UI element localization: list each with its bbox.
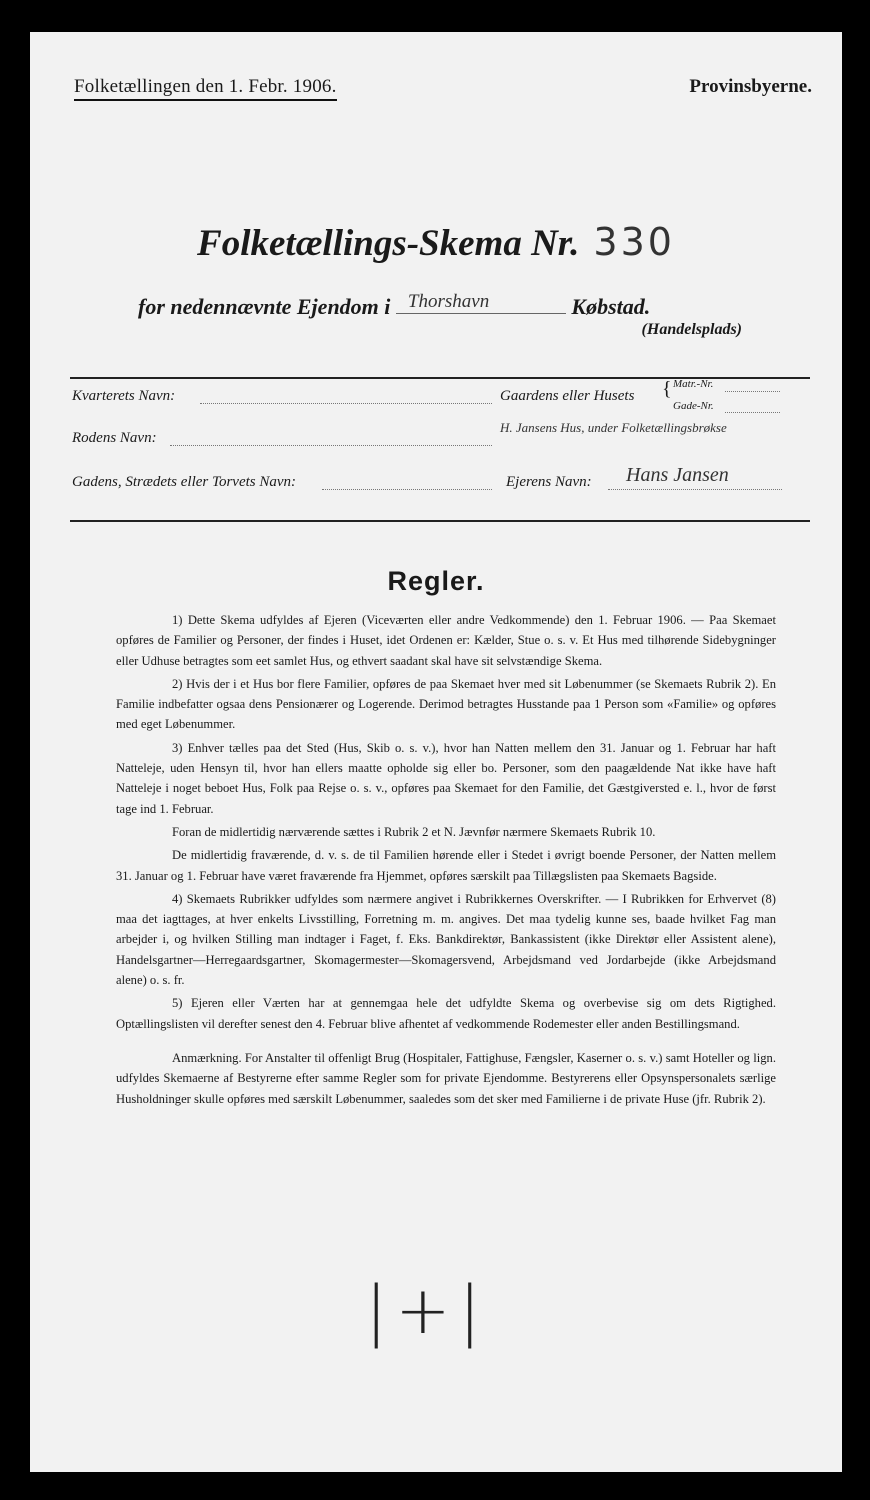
- brace-icon: {: [662, 378, 672, 400]
- subtitle-suffix: Købstad.: [571, 294, 651, 319]
- owner-handwriting: Hans Jansen: [626, 464, 729, 486]
- rule-paragraph-3c: De midlertidig fraværende, d. v. s. de til Familien hørende eller i Stedet i øvrigt boende Personer, der Natten mellem 31. Januar og 1. Februar have været fraværende fra Hjemmet, opføres særskilt paa Tillægslisten paa Skemaets Bagside.: [116, 848, 776, 883]
- form-title-text: Folketællings-Skema Nr.: [197, 223, 580, 264]
- form-number: 330: [593, 220, 675, 264]
- street-label: Gadens, Strædets eller Torvets Navn:: [72, 474, 297, 490]
- rules-heading: Regler.: [387, 566, 485, 596]
- owner-label: Ejerens Navn:: [506, 474, 592, 490]
- rules-body: [116, 610, 776, 1112]
- subtitle-prefix: for nedennævnte Ejendom i: [138, 294, 391, 319]
- district-line: [170, 444, 492, 446]
- quarter-label: Kvarterets Navn:: [72, 388, 176, 404]
- form-subtitle: [138, 291, 651, 320]
- quarter-line: [200, 402, 492, 404]
- gade-nr-line: [725, 411, 780, 413]
- rule-paragraph-5: 5) Ejeren eller Værten har at gennemgaa hele det udfyldte Skema og overbevise sig om dets Rigtighed. Optællingslisten vil derefter senest den 4. Februar blive afhentet af vedkommende Rodemester eller anden Bestillingsmand.: [116, 996, 776, 1031]
- town-handwriting: Thorshavn: [407, 291, 490, 312]
- rules-note: Anmærkning. For Anstalter til offenligt Brug (Hospitaler, Fattighuse, Fængsler, Kaserner o. s. v.) samt Hoteller og lign. udfyldes Skemaerne af Bestyrerne efter samme Regler som for private Ejendomme. Bestyrerens eller Opsynspersonalets særlige Husholdninger skulle opføres med særskilt Løbenummer, saaledes som det sker med Familierne i de private Huse (jfr. Rubrik 2).: [116, 1050, 776, 1106]
- matr-label: Matr.-Nr.: [673, 378, 714, 390]
- gade-nr-label: Gade-Nr.: [673, 400, 714, 412]
- rule-paragraph-3b: Foran de midlertidig nærværende sættes i Rubrik 2 et N. Jævnfør nærmere Skemaets Rubrik 10.: [172, 824, 656, 839]
- town-field: [396, 291, 566, 314]
- handwritten-mark: |+|: [365, 1272, 489, 1349]
- form-title: [30, 220, 842, 265]
- subtitle-alt: (Handelsplads): [641, 321, 742, 338]
- rule-paragraph-3: 3) Enhver tælles paa det Sted (Hus, Skib o. s. v.), hvor han Natten mellem den 31. Januar og 1. Februar har haft Natteleje, uden Hensyn til, hvor han ellers maatte opholde sig eller bo. Personer, som den paagældende Nat ikke have haft Natteleje i noget beboet Hus, Folk paa Rejse o. s. v., opføres paa Skemaet for den Familie, det Gæstgiversted e. l., hvor de først tage ind 1. Februar.: [116, 740, 776, 816]
- census-date-heading: Folketællingen den 1. Febr. 1906.: [74, 76, 337, 101]
- property-label: Gaardens eller Husets: [500, 388, 635, 404]
- rule-paragraph-2: 2) Hvis der i et Hus bor flere Familier, opføres de paa Skemaet hver med sit Løbenummer (se Skemaets Rubrik 2). En Familie indbefatter ogsaa dens Pensionærer og Logerende. Derimod betragtes Husstande paa 1 Person som «Familie» og opføres med eget Løbenummer.: [116, 676, 776, 732]
- rule-paragraph-4: 4) Skemaets Rubrikker udfyldes som nærmere angivet i Rubrikkernes Overskrifter. — I Rubrikken for Erhvervet (8) maa det iagttages, at hver enkelts Livsstilling, Forretning m. m. angives. Det maa tydelig kunne ses, baade hvilket Fag man arbejder i, og hvilken Stilling man indtager i Faget, f. Eks. Bankdirektør, Bankassistent (ikke Direktør eller Assistent alene), Handelsgartner—Herregaardsgartner, Skomagermester—Skomagersvend, Arbejdsmand ved Jordarbejde (ikke Arbejdsmand alene) o. s. fr.: [116, 891, 776, 988]
- matr-line: [725, 390, 780, 392]
- rule-paragraph-1: 1) Dette Skema udfyldes af Ejeren (Viceværten eller andre Vedkommende) den 1. Februar 1906. — Paa Skemaet opføres de Familier og Personer, der findes i Huset, idet Ordenen er: Kælder, Stue o. s. v. Et Hus med tilhørende Sidebygninger eller Udhuse betragtes som eet samlet Hus, og ethvert saadant skal have sit selvstændige Skema.: [116, 613, 776, 668]
- street-line: [322, 488, 492, 490]
- property-note-handwriting: H. Jansens Hus, under Folketællingsbrøkse: [500, 420, 727, 435]
- region-heading: Provinsbyerne.: [689, 76, 812, 97]
- district-label: Rodens Navn:: [72, 430, 157, 446]
- owner-line: [608, 488, 782, 490]
- bottom-divider: [70, 520, 810, 522]
- census-form-page: [30, 32, 842, 1472]
